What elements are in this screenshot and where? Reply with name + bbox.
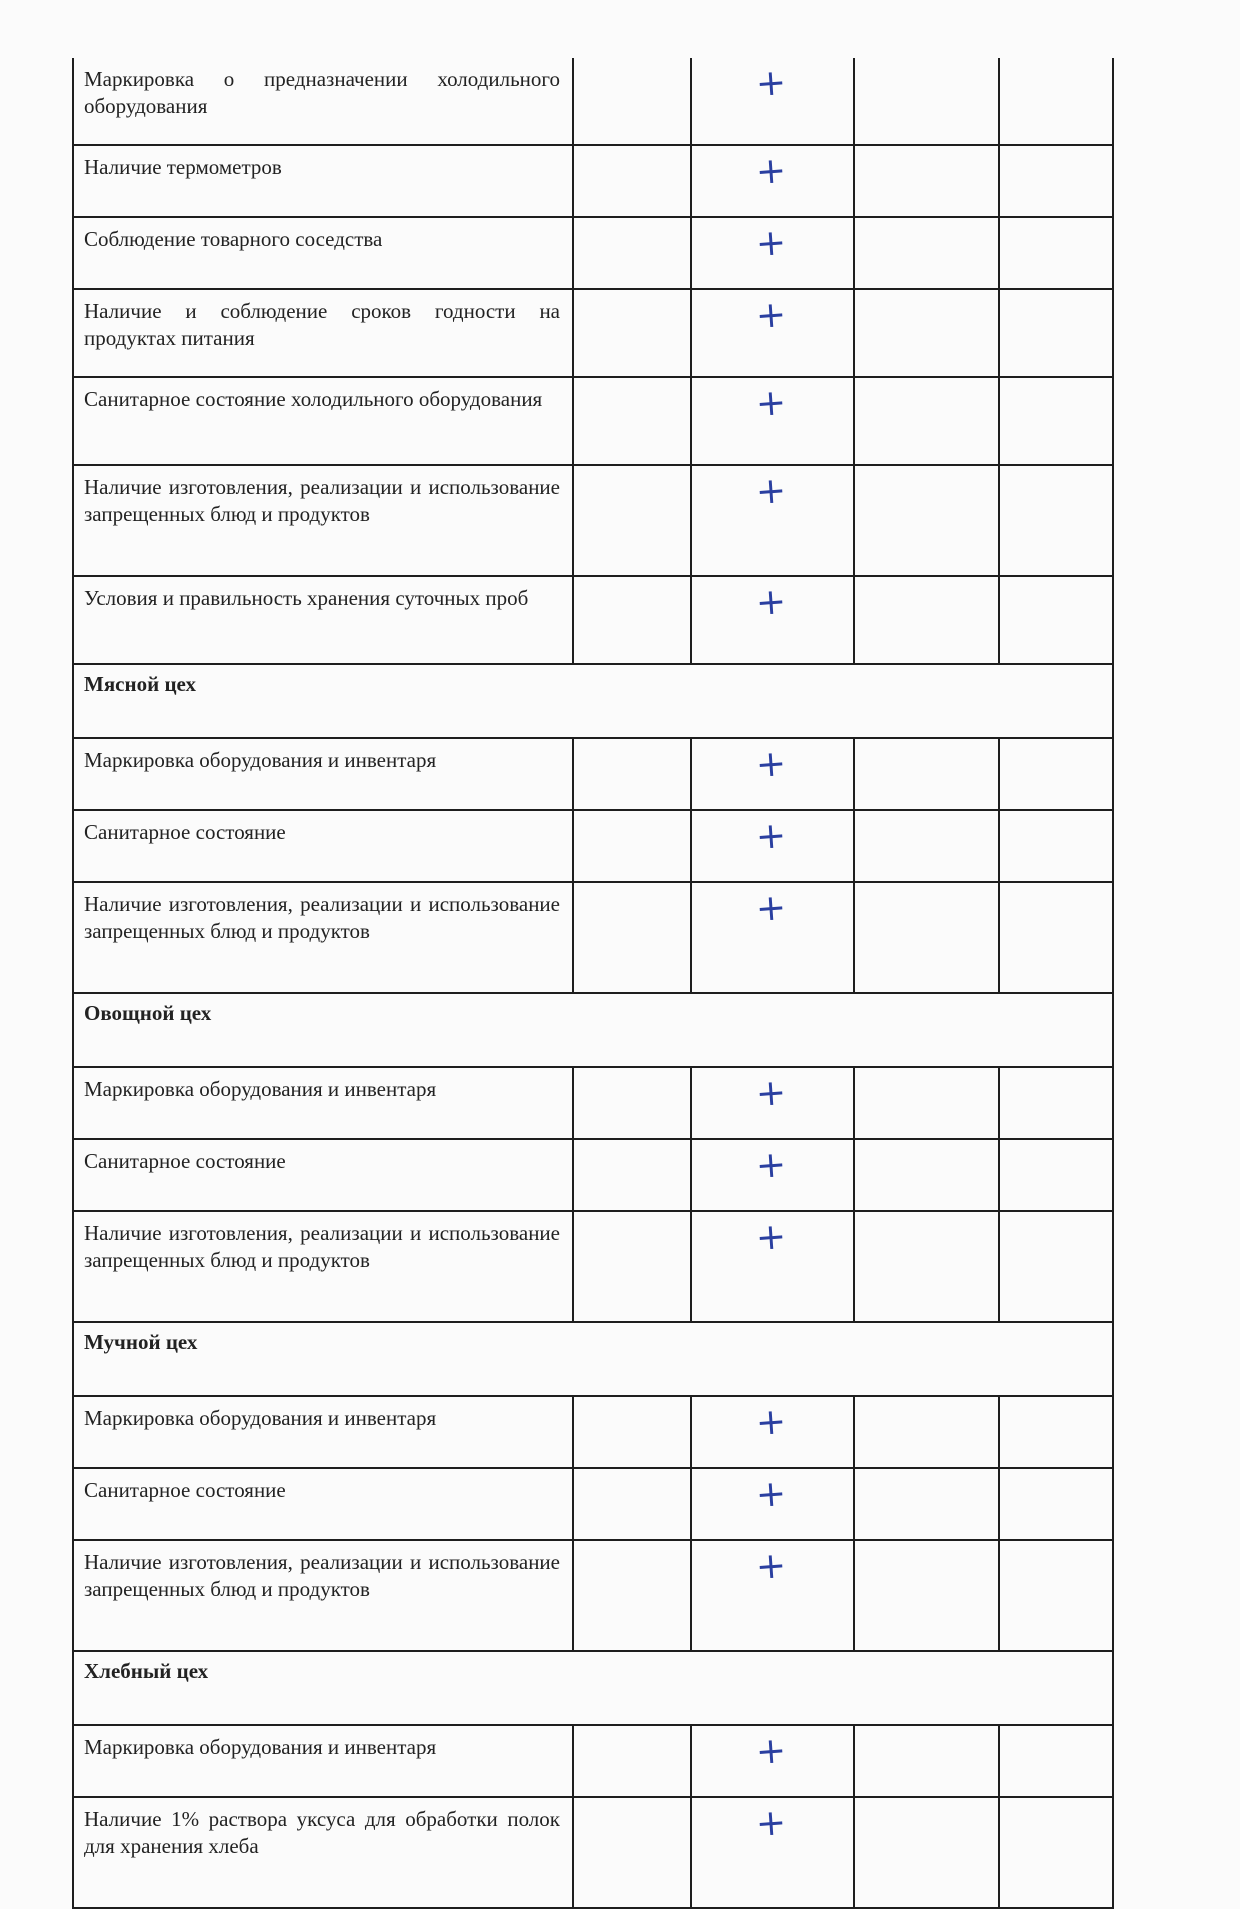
blank-cell [573,1067,691,1139]
blank-cell [573,1211,691,1322]
blank-cell [854,289,999,377]
handwritten-plus-mark: + [754,293,788,338]
blank-cell [854,1468,999,1540]
handwritten-plus-mark: + [754,1215,788,1260]
handwritten-check-mark-cell [691,465,854,576]
criterion-label: Наличие термометров [84,155,282,179]
handwritten-plus-mark: + [754,1400,788,1445]
blank-cell [854,1725,999,1797]
criterion-label-cell [73,1540,573,1651]
blank-cell [854,1211,999,1322]
criterion-label-cell [73,1139,573,1211]
checklist-row [73,1540,1113,1651]
criterion-label: Маркировка оборудования и инвентаря [84,1406,437,1430]
handwritten-check-mark-cell [691,1725,854,1797]
handwritten-plus-mark: + [754,1071,788,1116]
handwritten-check-mark-cell [691,1211,854,1322]
criterion-label-cell [73,377,573,465]
handwritten-plus-mark: + [754,1472,788,1517]
criterion-label: Маркировка оборудования и инвентаря [84,1735,437,1759]
blank-cell [999,1540,1113,1651]
checklist-row [73,1211,1113,1322]
criterion-label: Санитарное состояние [84,1149,286,1173]
blank-cell [854,58,999,145]
blank-cell [999,377,1113,465]
checklist-body [73,58,1113,1908]
blank-cell [854,576,999,664]
criterion-label: Наличие изготовления, реализации и использование запрещенных блюд и продуктов [84,475,560,526]
checklist-row [73,738,1113,810]
criterion-label-cell [73,58,573,145]
checklist-row [73,465,1113,576]
criterion-label: Наличие изготовления, реализации и использование запрещенных блюд и продуктов [84,892,560,943]
blank-cell [854,145,999,217]
criterion-label-cell [73,1396,573,1468]
checklist-row [73,1396,1113,1468]
section-header-row [73,1322,1113,1396]
blank-cell [573,58,691,145]
blank-cell [573,810,691,882]
blank-cell [573,1540,691,1651]
blank-cell [854,882,999,993]
blank-cell [854,738,999,810]
handwritten-check-mark-cell [691,738,854,810]
blank-cell [999,1797,1113,1908]
handwritten-check-mark-cell [691,217,854,289]
checklist-row [73,810,1113,882]
criterion-label-cell [73,810,573,882]
handwritten-plus-mark: + [754,221,788,266]
checklist-row [73,289,1113,377]
blank-cell [854,810,999,882]
blank-cell [999,465,1113,576]
section-title: Хлебный цех [73,1651,1113,1725]
blank-cell [999,1468,1113,1540]
blank-cell [999,145,1113,217]
blank-cell [854,377,999,465]
section-title: Овощной цех [73,993,1113,1067]
criterion-label-cell [73,1468,573,1540]
handwritten-check-mark-cell [691,576,854,664]
handwritten-check-mark-cell [691,1540,854,1651]
inspection-checklist-table [72,58,1114,1909]
blank-cell [573,1468,691,1540]
criterion-label: Наличие изготовления, реализации и использование запрещенных блюд и продуктов [84,1550,560,1601]
criterion-label: Наличие изготовления, реализации и использование запрещенных блюд и продуктов [84,1221,560,1272]
criterion-label: Маркировка оборудования и инвентаря [84,748,437,772]
blank-cell [573,377,691,465]
handwritten-check-mark-cell [691,1139,854,1211]
blank-cell [573,576,691,664]
handwritten-check-mark-cell [691,810,854,882]
criterion-label-cell [73,576,573,664]
blank-cell [854,217,999,289]
blank-cell [999,1139,1113,1211]
handwritten-plus-mark: + [754,1544,788,1589]
section-title: Мясной цех [73,664,1113,738]
handwritten-plus-mark: + [754,61,788,106]
blank-cell [999,1396,1113,1468]
blank-cell [854,1396,999,1468]
blank-cell [573,882,691,993]
checklist-row [73,576,1113,664]
handwritten-check-mark-cell [691,1797,854,1908]
handwritten-check-mark-cell [691,1067,854,1139]
blank-cell [999,1067,1113,1139]
blank-cell [854,1139,999,1211]
blank-cell [573,145,691,217]
criterion-label: Санитарное состояние [84,820,286,844]
checklist-row [73,1139,1113,1211]
blank-cell [573,217,691,289]
handwritten-plus-mark: + [754,149,788,194]
blank-cell [999,576,1113,664]
criterion-label-cell [73,217,573,289]
checklist-row [73,377,1113,465]
blank-cell [573,1139,691,1211]
handwritten-check-mark-cell [691,377,854,465]
handwritten-plus-mark: + [754,580,788,625]
criterion-label-cell [73,465,573,576]
blank-cell [999,882,1113,993]
criterion-label: Наличие 1% раствора уксуса для обработки полок для хранения хлеба [84,1807,560,1858]
handwritten-plus-mark: + [754,742,788,787]
blank-cell [573,1797,691,1908]
handwritten-plus-mark: + [754,886,788,931]
handwritten-check-mark-cell [691,58,854,145]
criterion-label-cell [73,145,573,217]
blank-cell [854,1797,999,1908]
blank-cell [573,738,691,810]
blank-cell [999,810,1113,882]
handwritten-check-mark-cell [691,882,854,993]
checklist-row [73,58,1113,145]
blank-cell [999,217,1113,289]
handwritten-plus-mark: + [754,1143,788,1188]
blank-cell [999,289,1113,377]
blank-cell [854,1067,999,1139]
blank-cell [854,465,999,576]
blank-cell [573,465,691,576]
blank-cell [999,58,1113,145]
handwritten-check-mark-cell [691,1468,854,1540]
handwritten-check-mark-cell [691,1396,854,1468]
handwritten-check-mark-cell [691,289,854,377]
checklist-row [73,217,1113,289]
criterion-label: Санитарное состояние холодильного оборудования [84,387,543,411]
criterion-label: Маркировка оборудования и инвентаря [84,1077,437,1101]
blank-cell [573,1396,691,1468]
criterion-label-cell [73,289,573,377]
criterion-label: Наличие и соблюдение сроков годности на продуктах питания [84,299,560,350]
section-header-row [73,993,1113,1067]
criterion-label: Санитарное состояние [84,1478,286,1502]
criterion-label-cell [73,1725,573,1797]
checklist-row [73,145,1113,217]
criterion-label: Соблюдение товарного соседства [84,227,383,251]
criterion-label-cell [73,738,573,810]
criterion-label: Маркировка о предназначении холодильного оборудования [84,67,560,118]
blank-cell [573,289,691,377]
criterion-label-cell [73,882,573,993]
handwritten-plus-mark: + [754,381,788,426]
blank-cell [854,1540,999,1651]
checklist-row [73,1067,1113,1139]
criterion-label-cell [73,1067,573,1139]
checklist-row [73,1725,1113,1797]
checklist-row [73,1468,1113,1540]
handwritten-plus-mark: + [754,814,788,859]
criterion-label-cell [73,1797,573,1908]
handwritten-plus-mark: + [754,1729,788,1774]
section-title: Мучной цех [73,1322,1113,1396]
blank-cell [999,1211,1113,1322]
checklist-row [73,1797,1113,1908]
section-header-row [73,664,1113,738]
section-header-row [73,1651,1113,1725]
criterion-label-cell [73,1211,573,1322]
handwritten-plus-mark: + [754,1801,788,1846]
handwritten-plus-mark: + [754,469,788,514]
blank-cell [573,1725,691,1797]
criterion-label: Условия и правильность хранения суточных проб [84,586,529,610]
checklist-row [73,882,1113,993]
handwritten-check-mark-cell [691,145,854,217]
blank-cell [999,738,1113,810]
blank-cell [999,1725,1113,1797]
